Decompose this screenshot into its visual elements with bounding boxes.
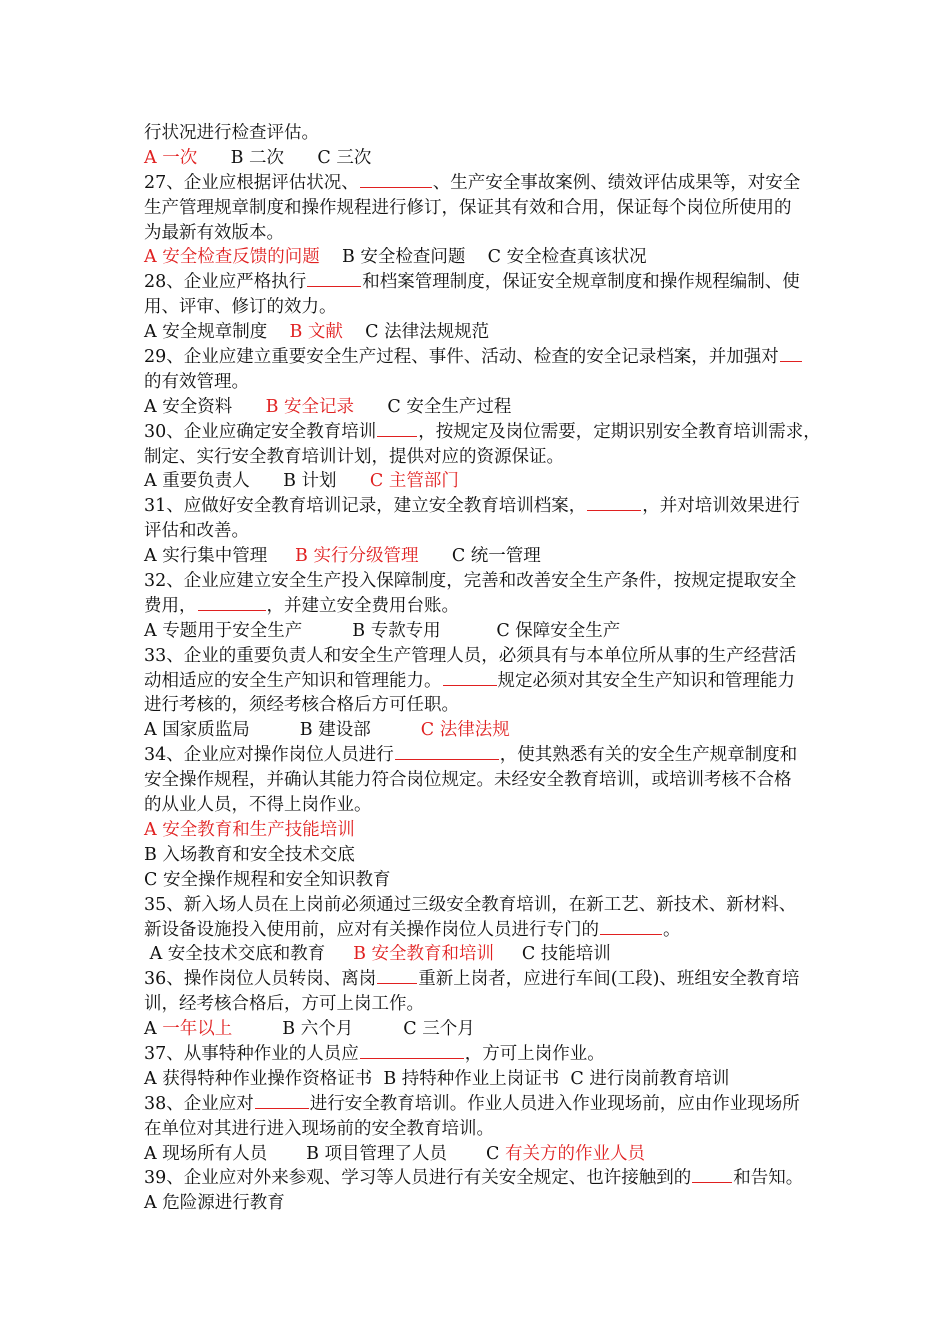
answer-blank [443, 669, 497, 686]
text-line [144, 942, 864, 967]
text-line [144, 370, 864, 395]
correct-answer: C 主管部门 [369, 471, 459, 492]
correct-answer: 一年以上 [162, 1019, 233, 1040]
text-segment: 动相适应的安全生产知识和管理能力。 [144, 670, 442, 691]
text-line [144, 544, 864, 569]
text-line [144, 445, 864, 470]
text-line [144, 1042, 864, 1067]
answer-blank [600, 918, 662, 935]
text-segment: 安全操作规程，并确认其能力符合岗位规定。未经安全教育培训，或培训考核不合格 [144, 770, 792, 791]
text-segment: 进行考核的，须经考核合格后方可任职。 [144, 695, 459, 716]
text-line [144, 1166, 864, 1191]
text-segment: 28、企业应严格执行 [144, 272, 307, 293]
text-segment: 评估和改善。 [144, 521, 249, 542]
text-segment: A 安全技术交底和教育 [144, 944, 354, 965]
text-line [144, 1017, 864, 1042]
answer-blank [360, 171, 432, 188]
text-segment: 。 [663, 919, 681, 940]
text-line [144, 196, 864, 221]
text-line [144, 221, 864, 246]
text-segment: 39、企业应对外来参观、学习等人员进行有关安全规定、也许接触到的 [144, 1168, 692, 1189]
text-segment: 费用， [144, 595, 197, 616]
answer-blank [198, 594, 266, 611]
text-segment: 32、企业应建立安全生产投入保障制度，完善和改善安全生产条件，按规定提取安全 [144, 571, 797, 592]
text-line [144, 494, 864, 519]
text-line [144, 669, 864, 694]
text-segment: 为最新有效版本。 [144, 222, 284, 243]
text-line [144, 146, 864, 171]
text-segment: 29、企业应建立重要安全生产过程、事件、活动、检查的安全记录档案，并加强对 [144, 347, 779, 368]
text-line [144, 569, 864, 594]
answer-blank [395, 743, 499, 760]
text-segment: ，并对培训效果进行 [642, 496, 800, 517]
text-segment: A 国家质监局 B 建设部 [144, 720, 421, 741]
text-segment: A 安全规章制度 [144, 322, 290, 343]
text-line [144, 1117, 864, 1142]
text-line [144, 1092, 864, 1117]
text-line [144, 121, 864, 146]
text-segment: 和档案管理制度，保证安全规章制度和操作规程编制、使 [362, 272, 800, 293]
text-segment: A 实行集中管理 [144, 546, 296, 567]
text-segment: 在单位对其进行进入现场前的安全教育培训。 [144, 1118, 494, 1139]
correct-answer: A 安全检查反馈的问题 [144, 247, 320, 268]
text-line [144, 245, 864, 270]
text-segment: 、生产安全事故案例、绩效评估成果等，对安全 [432, 172, 801, 193]
answer-blank [360, 1042, 464, 1059]
text-segment: C 安全生产过程 [354, 396, 512, 417]
text-line [144, 843, 864, 868]
text-segment: 进行安全教育培训。作业人员进入作业现场前，应由作业现场所 [309, 1093, 800, 1114]
text-segment: 新设备设施投入使用前，应对有关操作岗位人员进行专门的 [144, 919, 599, 940]
correct-answer: A 安全教育和生产技能培训 [144, 819, 355, 840]
text-segment: A 危险源进行教育 [144, 1193, 285, 1214]
text-line [144, 469, 864, 494]
text-segment: A 现场所有人员 B 项目管理了人员 C [144, 1143, 505, 1164]
text-segment: 36、操作岗位人员转岗、离岗 [144, 969, 377, 990]
text-segment: B 六个月 C 三个月 [232, 1019, 475, 1040]
document-page [144, 121, 864, 1216]
answer-blank [377, 420, 417, 437]
answer-blank [377, 967, 417, 984]
text-segment: ，方可上岗作业。 [464, 1043, 605, 1064]
answer-blank [780, 345, 802, 362]
text-segment: 用、评审、修订的效力。 [144, 297, 337, 318]
text-line [144, 295, 864, 320]
text-segment: 和告知。 [733, 1168, 804, 1189]
text-line [144, 918, 864, 943]
text-segment: 33、企业的重要负责人和安全生产管理人员，必须具有与本单位所从事的生产经营活 [144, 645, 797, 666]
text-line [144, 171, 864, 196]
text-segment: B 二次 C 三次 [197, 147, 372, 168]
answer-blank [307, 270, 361, 287]
text-line [144, 519, 864, 544]
text-segment: A 获得特种作业操作资格证书 B 持特种作业上岗证书 C 进行岗前教育培训 [144, 1068, 730, 1089]
text-line [144, 1142, 864, 1167]
text-segment: 37、从事特种作业的人员应 [144, 1043, 359, 1064]
text-segment: 的有效管理。 [144, 371, 249, 392]
text-line [144, 395, 864, 420]
text-line [144, 793, 864, 818]
text-segment: 34、企业应对操作岗位人员进行 [144, 745, 394, 766]
correct-answer: B 安全记录 [265, 396, 355, 417]
text-segment: A 安全资料 [144, 396, 266, 417]
text-segment: 训，经考核合格后，方可上岗工作。 [144, 994, 424, 1015]
text-segment: B 入场教育和安全技术交底 [144, 844, 355, 865]
text-segment: 行状况进行检查评估。 [144, 123, 319, 143]
text-segment: 35、新入场人员在上岗前必须通过三级安全教育培训，在新工艺、新技术、新材料、 [144, 894, 797, 915]
text-segment: C 法律法规规范 [342, 322, 490, 343]
text-line [144, 893, 864, 918]
text-segment: ，使其熟悉有关的安全生产规章制度和 [499, 745, 798, 766]
text-segment: A 重要负责人 B 计划 [144, 471, 370, 492]
text-segment: ，按规定及岗位需要，定期识别安全教育培训需求， [418, 421, 821, 442]
text-segment: 制定、实行安全教育培训计划，提供对应的资源保证。 [144, 446, 564, 467]
text-segment: C 统一管理 [418, 546, 541, 567]
text-line [144, 818, 864, 843]
text-line [144, 693, 864, 718]
text-line [144, 868, 864, 893]
text-segment: 重新上岗者，应进行车间(工段)、班组安全教育培 [418, 969, 800, 990]
text-line [144, 594, 864, 619]
text-segment: A [144, 1019, 163, 1040]
text-segment: C 安全操作规程和安全知识教育 [144, 869, 391, 890]
text-line [144, 718, 864, 743]
text-line [144, 320, 864, 345]
correct-answer: B 实行分级管理 [295, 546, 419, 567]
text-line [144, 1191, 864, 1216]
text-line [144, 270, 864, 295]
text-segment: 生产管理规章制度和操作规程进行修订，保证其有效和合用，保证每个岗位所使用的 [144, 197, 792, 218]
text-line [144, 1067, 864, 1092]
text-line [144, 420, 864, 445]
text-segment: ，并建立安全费用台账。 [266, 595, 459, 616]
text-line [144, 992, 864, 1017]
correct-answer: A 一次 [144, 147, 198, 168]
correct-answer: B 文献 [289, 322, 343, 343]
correct-answer: C 法律法规 [420, 720, 510, 741]
text-line [144, 619, 864, 644]
answer-blank [587, 494, 641, 511]
text-segment: 27、企业应根据评估状况、 [144, 172, 359, 193]
text-segment: 38、企业应对 [144, 1093, 254, 1114]
correct-answer: 有关方的作业人员 [504, 1143, 645, 1164]
text-line [144, 768, 864, 793]
text-segment: B 安全检查问题 C 安全检查真该状况 [319, 247, 647, 268]
text-segment: 规定必须对其安全生产知识和管理能力 [497, 670, 795, 691]
correct-answer: B 安全教育和培训 [353, 944, 495, 965]
text-segment: 31、应做好安全教育培训记录，建立安全教育培训档案， [144, 496, 587, 517]
answer-blank [255, 1092, 309, 1109]
text-segment: C 技能培训 [494, 944, 611, 965]
text-segment: A 专题用于安全生产 B 专款专用 C 保障安全生产 [144, 620, 621, 641]
text-line [144, 967, 864, 992]
text-segment: 的从业人员，不得上岗作业。 [144, 795, 372, 816]
text-line [144, 743, 864, 768]
text-segment: 30、企业应确定安全教育培训 [144, 421, 377, 442]
text-line [144, 345, 864, 370]
text-line [144, 644, 864, 669]
answer-blank [692, 1166, 732, 1183]
